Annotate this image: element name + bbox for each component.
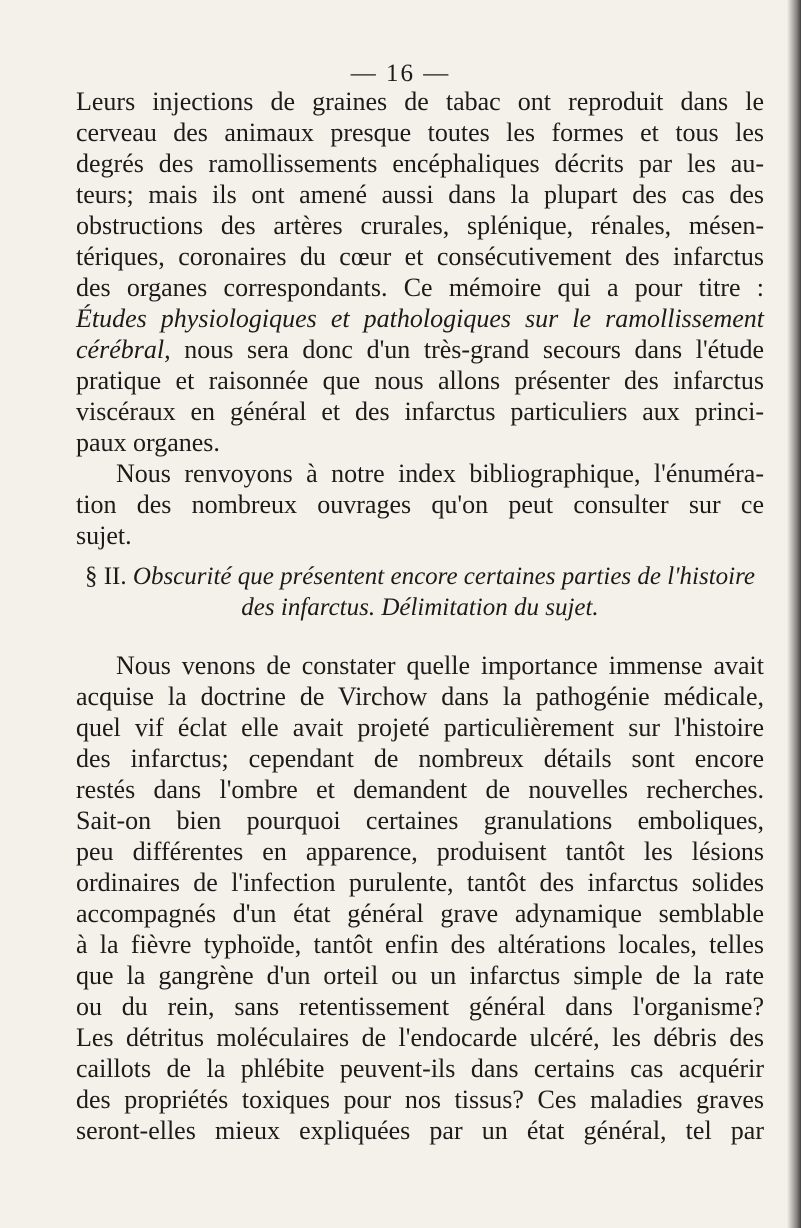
text-line: tériques, coronaires du cœur et consécutivement des infarctus <box>76 242 764 271</box>
section-number: § II. <box>84 563 127 590</box>
text-line: teurs; mais ils ont amené aussi dans la plupart des cas des <box>76 180 764 209</box>
text-line: que la gangrène d'un orteil ou un infarctus simple de la rate <box>76 961 764 990</box>
text-line: cerveau des animaux presque toutes les formes et tous les <box>76 118 764 147</box>
text-line: restés dans l'ombre et demandent de nouvelles recherches. <box>76 775 764 804</box>
text-line: obstructions des artères crurales, splénique, rénales, mésen- <box>76 211 764 240</box>
text-line: Nous renvoyons à notre index bibliographique, l'énuméra- <box>116 459 764 488</box>
text-line: des infarctus; cependant de nombreux détails sont encore <box>76 744 764 773</box>
text-line: Sait-on bien pourquoi certaines granulations emboliques, <box>76 806 764 835</box>
text-line: Leurs injections de graines de tabac ont reproduit dans le <box>76 87 764 116</box>
text-line: tion des nombreux ouvrages qu'on peut consulter sur ce <box>76 490 764 519</box>
page-number: — 16 — <box>350 60 451 87</box>
text-line: acquise la doctrine de Virchow dans la pathogénie médicale, <box>76 682 764 711</box>
paragraph-virchow-doctrine <box>76 650 764 1146</box>
text-line: Nous venons de constater quelle importance immense avait <box>116 651 764 680</box>
text-line: des organes correspondants. Ce mémoire qui a pour titre : <box>76 273 764 302</box>
text-line: seront-elles mieux expliquées par un état général, tel par <box>76 1116 764 1145</box>
text-line: accompagnés d'un état général grave adynamique semblable <box>76 899 764 928</box>
section-heading-line <box>76 561 764 592</box>
text-line: Les détritus moléculaires de l'endocarde ulcéré, les débris des <box>76 1023 764 1052</box>
paragraph-tabac-injections <box>76 86 764 551</box>
section-title-part: Obscurité que présentent encore certaines parties de l'histoire <box>126 563 755 590</box>
text-line: viscéraux en général et des infarctus particuliers aux princi- <box>76 397 764 426</box>
text-line: sujet. <box>76 521 132 550</box>
memoir-title-end: cérébral, <box>76 335 171 364</box>
page-edge-shadow <box>787 0 801 1228</box>
text-line: degrés des ramollissements encéphaliques décrits par les au- <box>76 149 764 178</box>
text-line: peu différentes en apparence, produisent tantôt les lésions <box>76 837 764 866</box>
text-line: à la fièvre typhoïde, tantôt enfin des altérations locales, telles <box>76 930 764 959</box>
text-fragment: nous sera donc d'un très-grand secours dans l'étude <box>170 335 764 364</box>
text-line: paux organes. <box>76 428 220 457</box>
section-heading-line: des infarctus. Délimitation du sujet. <box>241 594 599 621</box>
memoir-title-line: Études physiologiques et pathologiques sur le ramollissement <box>76 304 764 333</box>
text-line: ou du rein, sans retentissement général dans l'organisme? <box>76 992 764 1021</box>
text-line: caillots de la phlébite peuvent-ils dans certains cas acquérir <box>76 1054 764 1083</box>
text-line: ordinaires de l'infection purulente, tantôt des infarctus solides <box>76 868 764 897</box>
text-line: des propriétés toxiques pour nos tissus? Ces maladies graves <box>76 1085 764 1114</box>
text-line: pratique et raisonnée que nous allons présenter des infarctus <box>76 366 764 395</box>
text-line: quel vif éclat elle avait projeté particulièrement sur l'histoire <box>76 713 764 742</box>
section-heading <box>76 561 764 623</box>
text-line <box>76 334 764 365</box>
